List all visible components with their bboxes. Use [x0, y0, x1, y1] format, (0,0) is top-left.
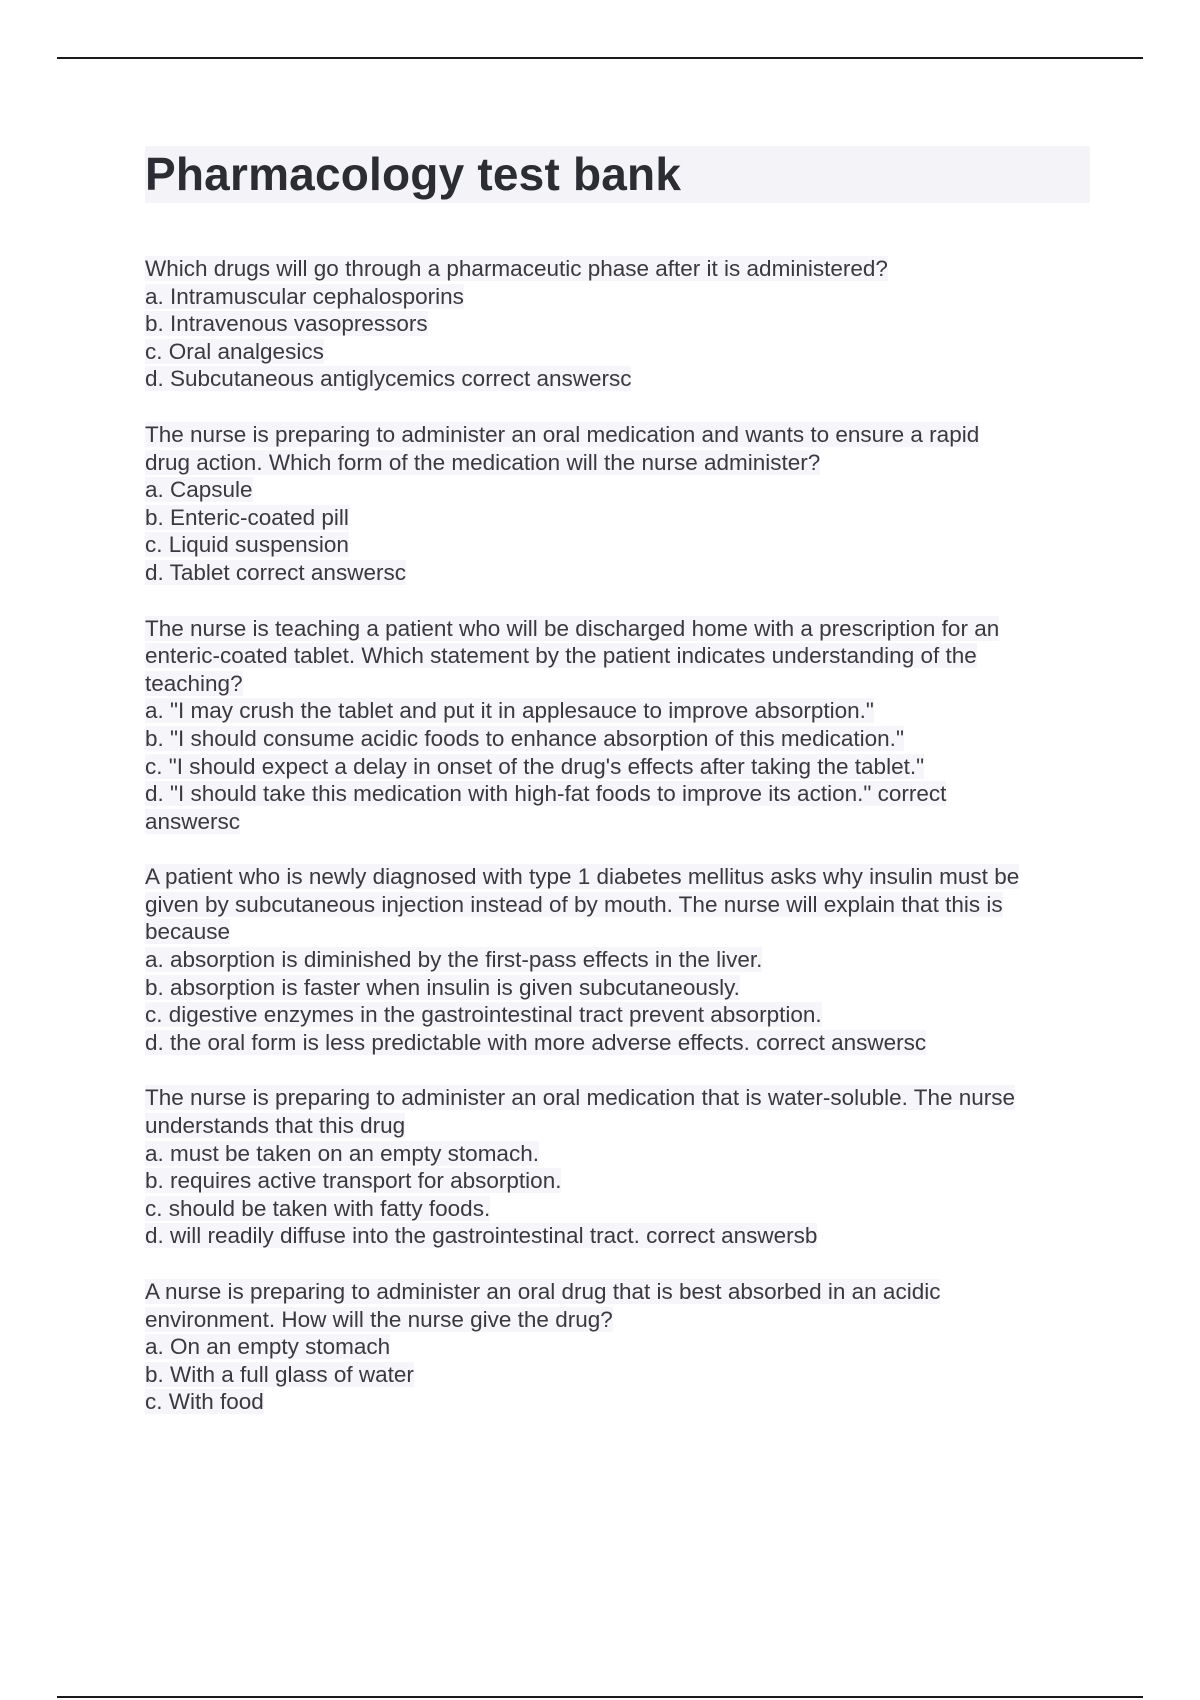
- question-block: [145, 1084, 1090, 1250]
- question-line: [145, 725, 1090, 753]
- question-line: [145, 946, 1090, 974]
- text-line: b. Enteric-coated pill: [145, 504, 349, 530]
- text-line: c. "I should expect a delay in onset of the drug's effects after taking the tablet.": [145, 753, 925, 779]
- text-line: understands that this drug: [145, 1113, 406, 1139]
- text-line: The nurse is preparing to administer an oral medication and wants to ensure a rapid: [145, 421, 980, 447]
- question-line: [145, 1029, 1090, 1057]
- text-line: c. With food: [145, 1389, 264, 1415]
- text-line: b. absorption is faster when insulin is given subcutaneously.: [145, 974, 740, 1000]
- text-line: c. digestive enzymes in the gastrointestinal tract prevent absorption.: [145, 1002, 822, 1028]
- text-line: because: [145, 919, 231, 945]
- text-line: b. Intravenous vasopressors: [145, 311, 428, 337]
- question-line: [145, 891, 1090, 919]
- text-line: d. will readily diffuse into the gastrointestinal tract. correct answersb: [145, 1223, 818, 1249]
- question-block: [145, 421, 1090, 587]
- question-line: [145, 1222, 1090, 1250]
- question-line: [145, 1167, 1090, 1195]
- question-line: [145, 642, 1090, 670]
- text-line: a. Intramuscular cephalosporins: [145, 283, 464, 309]
- question-line: [145, 559, 1090, 587]
- question-line: [145, 918, 1090, 946]
- question-line: [145, 670, 1090, 698]
- question-line: [145, 1361, 1090, 1389]
- question-line: [145, 753, 1090, 781]
- question-text-line: [145, 1278, 1090, 1306]
- question-line: [145, 1388, 1090, 1416]
- question-block: [145, 255, 1090, 393]
- text-line: c. Liquid suspension: [145, 532, 349, 558]
- question-line: [145, 1140, 1090, 1168]
- text-line: given by subcutaneous injection instead of by mouth. The nurse will explain that this is: [145, 891, 1003, 917]
- question-line: [145, 310, 1090, 338]
- text-line: b. "I should consume acidic foods to enhance absorption of this medication.": [145, 725, 904, 751]
- text-line: drug action. Which form of the medication will the nurse administer?: [145, 449, 821, 475]
- question-line: [145, 1306, 1090, 1334]
- text-line: c. Oral analgesics: [145, 338, 324, 364]
- text-line: d. the oral form is less predictable with more adverse effects. correct answersc: [145, 1029, 927, 1055]
- question-line: [145, 365, 1090, 393]
- text-line: A nurse is preparing to administer an oral drug that is best absorbed in an acidic: [145, 1279, 941, 1304]
- question-text-line: [145, 421, 1090, 449]
- question-text-line: [145, 863, 1090, 891]
- question-line: [145, 808, 1090, 836]
- text-line: a. absorption is diminished by the first-pass effects in the liver.: [145, 947, 763, 973]
- text-line: d. Subcutaneous antiglycemics correct answersc: [145, 366, 632, 392]
- text-line: The nurse is preparing to administer an oral medication that is water-soluble. The nurse: [145, 1085, 1016, 1111]
- page-title: Pharmacology test bank: [145, 146, 1090, 203]
- text-line: a. "I may crush the tablet and put it in applesauce to improve absorption.": [145, 698, 874, 724]
- text-line: d. Tablet correct answersc: [145, 559, 406, 585]
- text-line: answersc: [145, 808, 241, 834]
- text-line: teaching?: [145, 670, 243, 696]
- question-line: [145, 974, 1090, 1002]
- question-line: [145, 1112, 1090, 1140]
- question-line: [145, 504, 1090, 532]
- question-line: [145, 1001, 1090, 1029]
- question-text-line: [145, 1084, 1090, 1112]
- page-content: [145, 146, 1090, 1444]
- text-line: a. On an empty stomach: [145, 1334, 391, 1360]
- question-block: [145, 863, 1090, 1056]
- text-line: The nurse is teaching a patient who will be discharged home with a prescription for an: [145, 615, 1000, 641]
- text-line: c. should be taken with fatty foods.: [145, 1195, 491, 1221]
- text-line: b. requires active transport for absorption.: [145, 1168, 562, 1194]
- text-line: a. must be taken on an empty stomach.: [145, 1140, 539, 1166]
- text-line: enteric-coated tablet. Which statement by the patient indicates understanding of the: [145, 643, 977, 669]
- question-line: [145, 1195, 1090, 1223]
- top-rule: [57, 57, 1143, 59]
- question-list: [145, 255, 1090, 1416]
- question-line: [145, 1333, 1090, 1361]
- question-line: [145, 531, 1090, 559]
- question-line: [145, 338, 1090, 366]
- question-text-line: [145, 615, 1090, 643]
- question-block: [145, 615, 1090, 836]
- bottom-rule: [57, 1696, 1143, 1698]
- question-line: [145, 476, 1090, 504]
- question-line: [145, 283, 1090, 311]
- text-line: Which drugs will go through a pharmaceutic phase after it is administered?: [145, 256, 888, 281]
- text-line: environment. How will the nurse give the drug?: [145, 1306, 613, 1332]
- text-line: A patient who is newly diagnosed with type 1 diabetes mellitus asks why insulin must be: [145, 864, 1020, 890]
- text-line: b. With a full glass of water: [145, 1361, 414, 1387]
- text-line: a. Capsule: [145, 477, 253, 503]
- question-block: [145, 1278, 1090, 1416]
- question-text-line: [145, 255, 1090, 283]
- question-line: [145, 697, 1090, 725]
- question-line: [145, 449, 1090, 477]
- question-line: [145, 780, 1090, 808]
- text-line: d. "I should take this medication with high-fat foods to improve its action." correct: [145, 781, 947, 807]
